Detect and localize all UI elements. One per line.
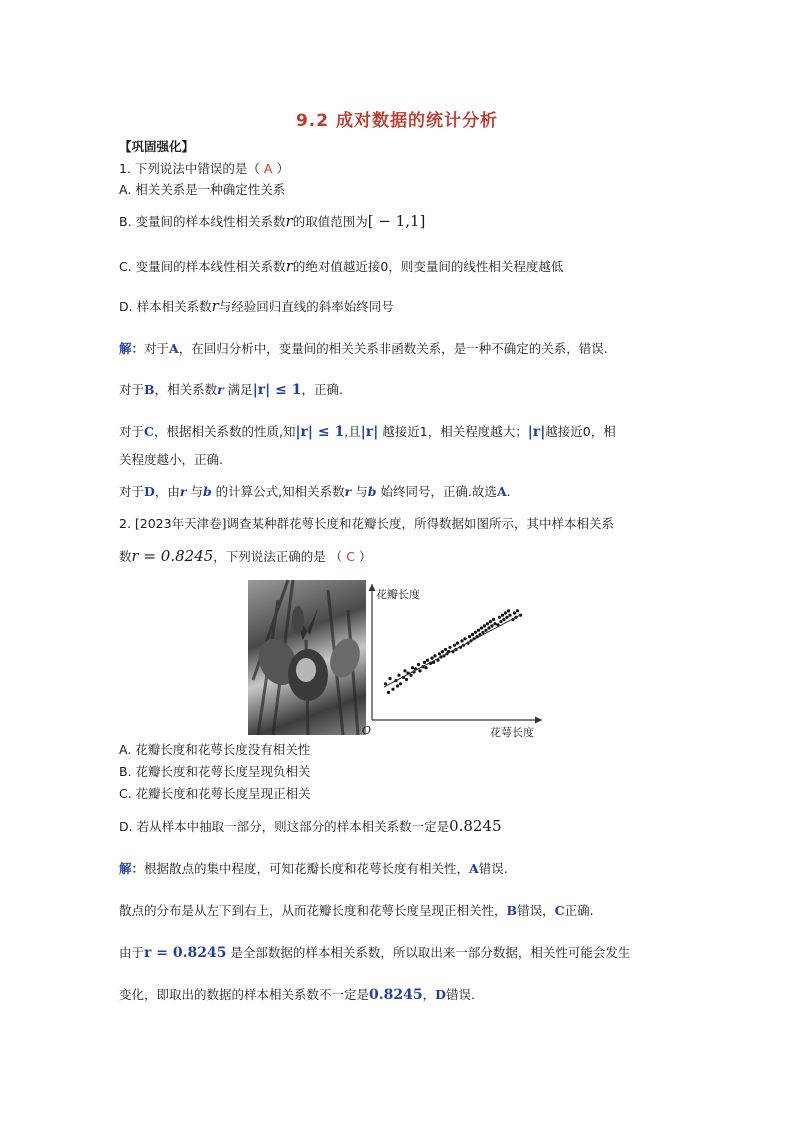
scatter-point	[468, 635, 471, 638]
sol1-line2: 对于B，相关系数r 满足|r| ≤ 1，正确.	[119, 382, 343, 398]
sol2-line1: 解：根据散点的集中程度，可知花瓣长度和花萼长度有相关性，A错误.	[119, 861, 508, 876]
scatter-point	[399, 682, 402, 685]
scatter-point	[493, 622, 496, 625]
sol2-line3: 由于r = 0.8245 是全部数据的样本相关系数，所以取出来一部分数据，相关性可能会发生	[119, 945, 631, 961]
q1-option-d: D. 样本相关系数r与经验回归直线的斜率始终同号	[119, 297, 394, 315]
scatter-point	[484, 629, 487, 632]
scatter-point	[438, 652, 441, 655]
scatter-point	[513, 611, 516, 614]
q1-answer: A	[263, 161, 273, 176]
y-axis-label: 花瓣长度	[376, 588, 420, 601]
scatter-point	[426, 659, 429, 662]
scatter-point	[448, 646, 451, 649]
scatter-point	[492, 618, 495, 621]
sol2-line4: 变化，即取出的数据的样本相关系数不一定是0.8245，D错误.	[119, 987, 475, 1003]
scatter-points	[384, 609, 522, 694]
scatter-point	[499, 620, 502, 623]
scatter-point	[417, 663, 420, 666]
scatter-point	[409, 674, 412, 677]
section-heading: 【巩固强化】	[119, 139, 195, 154]
scatter-point	[504, 611, 507, 614]
scatter-point	[516, 609, 519, 612]
scatter-point	[391, 688, 394, 691]
q1-option-a: A. 相关关系是一种确定性关系	[119, 182, 286, 197]
scatter-point	[489, 620, 492, 623]
scatter-point	[501, 614, 504, 617]
scatter-point	[502, 618, 505, 621]
scatter-point	[405, 678, 408, 681]
scatter-point	[423, 661, 426, 664]
scatter-point	[403, 669, 406, 672]
scatter-point	[460, 639, 463, 642]
scatter-point	[418, 669, 421, 672]
scatter-point	[384, 682, 387, 685]
scatter-point	[481, 631, 484, 634]
scatter-point	[498, 616, 501, 619]
q1-option-b: B. 变量间的样本线性相关系数r的取值范围为[ − 1,1]	[119, 212, 426, 230]
scatter-point	[411, 666, 414, 669]
q2-option-d: D. 若从样本中抽取一部分，则这部分的样本相关系数一定是0.8245	[119, 817, 502, 835]
scatter-plot	[362, 580, 546, 740]
scatter-point	[471, 633, 474, 636]
scatter-point	[486, 622, 489, 625]
scatter-point	[388, 677, 391, 680]
scatter-point	[444, 648, 447, 651]
scatter-point	[441, 650, 444, 653]
q2-answer: C	[346, 549, 355, 564]
scatter-point	[477, 629, 480, 632]
scatter-point	[490, 624, 493, 627]
scatter-point	[456, 642, 459, 645]
scatter-point	[430, 657, 433, 660]
scatter-point	[424, 666, 427, 669]
q2-option-b: B. 花瓣长度和花萼长度呈现负相关	[119, 764, 311, 779]
page-title: 9.2 成对数据的统计分析	[295, 111, 499, 131]
sol1-line1: 解：对于A，在回归分析中，变量间的相关关系非函数关系，是一种不确定的关系，错误.	[119, 341, 608, 356]
scatter-point	[396, 684, 399, 687]
scatter-point	[508, 614, 511, 617]
x-axis-label: 花萼长度	[490, 726, 534, 739]
scatter-point	[463, 637, 466, 640]
sol1-line3: 对于C，根据相关系数的性质,知|r| ≤ 1,且|r| 越接近1，相关程度越大；|r|越接近0，相	[119, 424, 616, 440]
q1-option-c: C. 变量间的样本线性相关系数r的绝对值越近接0，则变量间的线性相关程度越低	[119, 257, 564, 275]
scatter-point	[505, 616, 508, 619]
scatter-point	[474, 631, 477, 634]
scatter-point	[507, 609, 510, 612]
sol1-line4: 关程度越小，正确.	[119, 452, 223, 467]
q2-option-c: C. 花瓣长度和花萼长度呈现正相关	[119, 786, 311, 801]
q2-stem-line1: 2. [2023年天津卷]调查某种群花萼长度和花瓣长度，所得数据如图所示，其中样本相关系	[119, 516, 614, 531]
scatter-point	[387, 691, 390, 694]
sol1-line5: 对于D，由r 与b 的计算公式,知相关系数r 与b 始终同号，正确.故选A.	[119, 484, 511, 499]
scatter-point	[453, 644, 456, 647]
scatter-point	[487, 626, 490, 629]
q2-stem-line2: 数r = 0.8245，下列说法正确的是 （ C ）	[119, 547, 372, 565]
iris-flower-photo	[248, 580, 366, 735]
q2-option-a: A. 花瓣长度和花萼长度没有相关性	[119, 742, 311, 757]
iris-flower-drawing	[248, 580, 366, 735]
scatter-point	[433, 654, 436, 657]
trend-line	[384, 614, 522, 687]
scatter-point	[480, 626, 483, 629]
sol2-line2: 散点的分布是从左下到右上，从而花瓣长度和花萼长度呈现正相关性，B错误，C正确.	[119, 903, 594, 918]
scatter-point	[483, 624, 486, 627]
origin-label: O	[362, 724, 372, 737]
q1-stem: 1. 下列说法中错误的是（ A ）	[119, 161, 289, 176]
scatter-point	[397, 674, 400, 677]
q2-figure	[248, 580, 548, 740]
